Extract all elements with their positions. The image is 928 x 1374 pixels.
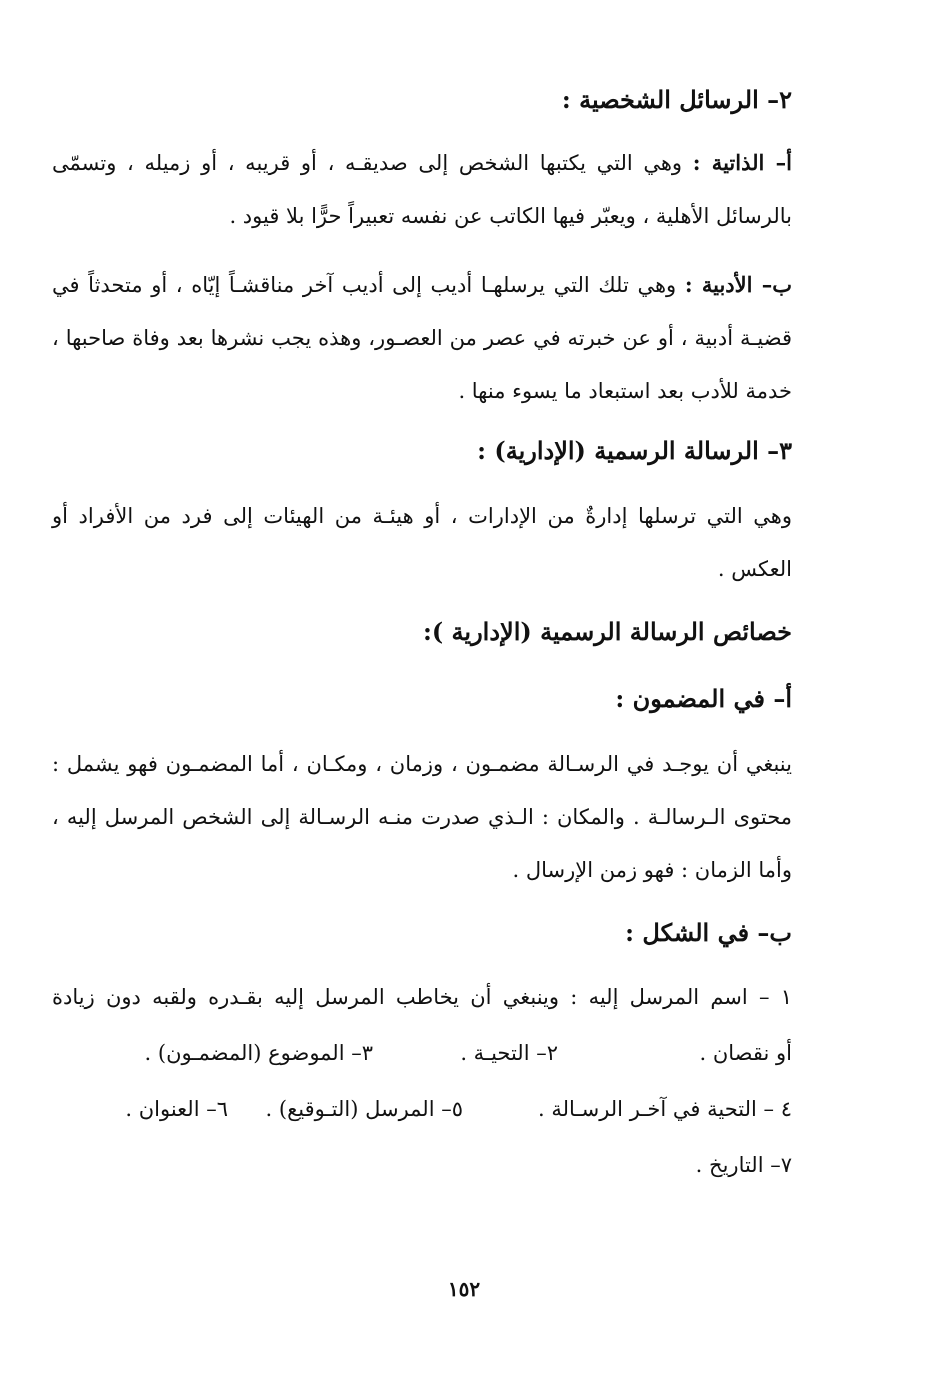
paragraph-content <box>52 738 792 897</box>
form-item-sender-signature: ٥– المرسل (التـوقيع) . <box>265 1097 463 1121</box>
subheading-content: أ– في المضمون : <box>615 684 792 713</box>
form-item-no-deficiency: أو نقصان . <box>699 1041 792 1065</box>
form-item-date: ٧– التاريخ . <box>695 1153 792 1177</box>
paragraph-text-literary: وهي تلك التي يرسلهـا أديب إلى أديب آخر مناقشـاً إيّاه ، أو متحدثاً في قضيـة أدبية ، أو عن خبرته في عصر من العصـور، وهذه يجب نشرها بعد وفاة صاحبها ، خدمة للأدب بعد استبعاد ما يسوء منها . <box>52 273 792 403</box>
paragraph-lead-literary: ب– الأدبية : <box>684 272 792 297</box>
form-item-address: ٦– العنوان . <box>125 1097 228 1121</box>
section-heading-official-letter: ٣– الرسالة الرسمية (الإدارية) : <box>477 436 792 465</box>
paragraph-text-official: وهي التي ترسلها إدارةٌ من الإدارات ، أو هيئـة من الهيئات إلى فرد من الأفراد أو العكس . <box>52 504 792 581</box>
section-heading-features: خصائص الرسالة الرسمية (الإدارية ): <box>422 617 792 646</box>
paragraph-literary <box>52 258 792 418</box>
paragraph-lead-personal: أ– الذاتية : <box>692 150 792 175</box>
form-item-subject: ٣– الموضوع (المضمـون) . <box>144 1041 373 1065</box>
form-item-closing-greeting: ٤ – التحية في آخـر الرسـالة . <box>538 1097 792 1121</box>
subheading-form: ب– في الشكل : <box>625 918 792 947</box>
paragraph-text-content: ينبغي أن يوجـد في الرسـالة مضمـون ، وزمان ، ومكـان ، أما المضمـون فهو يشمل : محتوى الـرسالـة . والمكان : الـذي صدرت منـه الرسـالة إلى الشخص المرسل إليه ، وأما الزمان : فهو زمن الإرسال . <box>52 752 792 882</box>
form-item-greeting: ٢– التحيـة . <box>460 1041 558 1065</box>
section-heading-personal-letters: ٢– الرسائل الشخصية : <box>561 85 792 114</box>
page-number: ١٥٢ <box>447 1277 481 1301</box>
paragraph-official <box>52 490 792 596</box>
paragraph-personal <box>52 136 792 243</box>
paragraph-text-personal: وهي التي يكتبها الشخص إلى صديقـه ، أو قريبه ، أو زميله ، وتسمّى بالرسائل الأهلية ، ويعبّر فيها الكاتب عن نفسه تعبيراً حرًّا بلا قيود . <box>52 151 792 228</box>
form-item-recipient-name: ١ – اسم المرسل إليه : وينبغي أن يخاطب المرسل إليه بقـدره ولقبه دون زيادة <box>52 985 792 1009</box>
